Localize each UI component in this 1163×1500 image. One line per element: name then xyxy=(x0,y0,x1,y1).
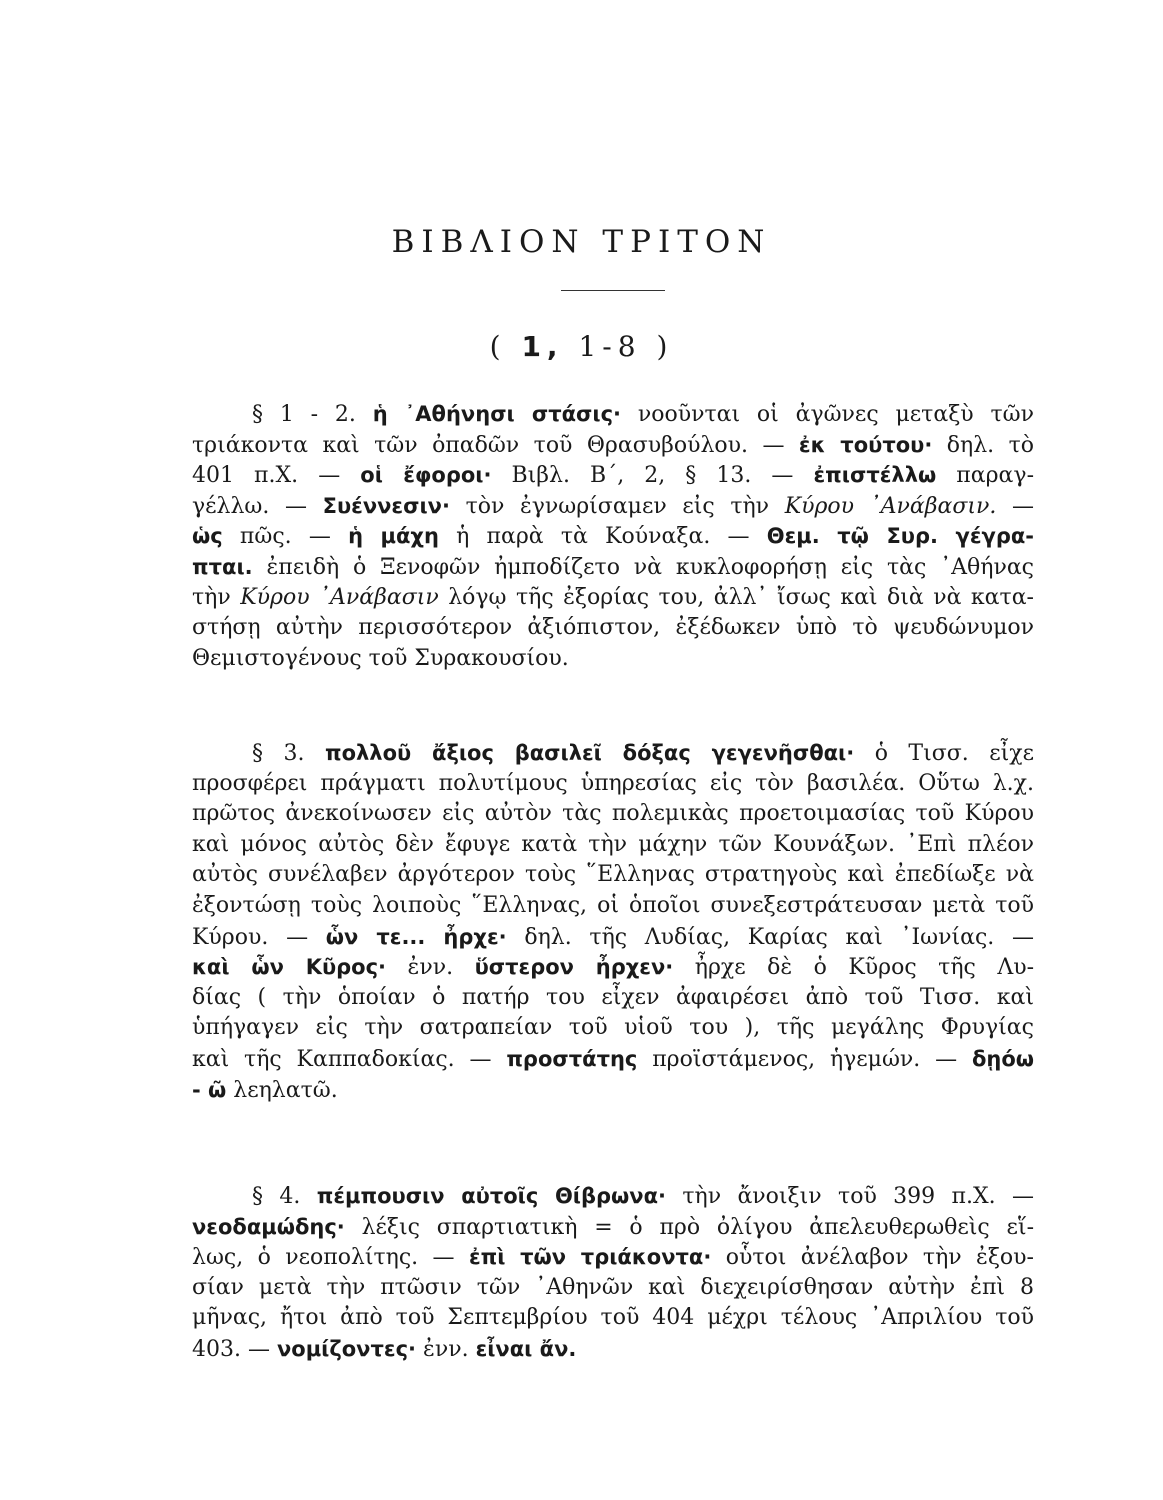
gloss-text: 401 π.Χ. — xyxy=(192,463,361,489)
lemma: ἡ ᾿Αθήνησι στάσις· xyxy=(372,402,622,426)
gloss-text: δηλ. τὸ xyxy=(932,432,1035,458)
paragraph-section-4 xyxy=(192,1181,1034,1365)
gloss-text: νοοῦνται οἱ ἀγῶνες μεταξὺ τῶν xyxy=(621,402,1034,427)
lemma: ὧν τε... ἦρχε· xyxy=(325,924,507,949)
text-line xyxy=(192,952,1034,983)
paragraph-section-1-2 xyxy=(192,399,1034,674)
gloss-text: ἐπειδὴ ὁ Ξενοφῶν ἠμποδίζετο νὰ κυκλοφορήσῃ εἰς τὰς ᾿Αθήνας xyxy=(252,554,1034,580)
text-line xyxy=(192,644,1034,675)
lemma: πέμπουσιν αὐτοῖς Θίβρωνα· xyxy=(316,1184,667,1208)
title-italic: Κύρου ᾿Ανάβασιν xyxy=(240,584,439,610)
lemma: προστάτης xyxy=(506,1046,638,1071)
lemma: καὶ ὧν Κῦρος· xyxy=(192,955,387,980)
gloss-text: ὁ Τισσ. εἶχε xyxy=(854,741,1034,766)
gloss-text: προϊστάμενος, ἡγεμών. — xyxy=(637,1046,972,1072)
lemma: νομίζοντες· xyxy=(276,1336,417,1361)
gloss-text: ἦρχε δὲ ὁ Κῦρος τῆς Λυ- xyxy=(673,955,1035,981)
text-line xyxy=(192,1075,1034,1106)
gloss-text: σίαν μετὰ τὴν πτῶσιν τῶν ᾿Αθηνῶν καὶ διεχειρίσθησαν αὐτὴν ἐπὶ 8 xyxy=(192,1274,1034,1300)
gloss-text: λέξις σπαρτιατικὴ = ὁ πρὸ ὀλίγου ἀπελευθερωθεὶς εἵ- xyxy=(344,1214,1034,1240)
gloss-text: προσφέρει πράγματι πολυτίμους ὑπηρεσίας εἰς τὸν βασιλέα. Οὕτω λ.χ. xyxy=(192,770,1034,796)
text-line xyxy=(192,769,1034,800)
section-marker: § 1 - 2. xyxy=(252,402,356,427)
text-line xyxy=(192,738,1034,769)
text-line xyxy=(192,860,1034,891)
lemma: πται. xyxy=(192,554,253,579)
section-marker: § 3. xyxy=(252,741,305,766)
lemma: ὕστερον ἦρχεν· xyxy=(474,955,674,980)
text-line xyxy=(192,460,1034,491)
title-rule xyxy=(561,290,665,291)
lemma: Συέννεσιν· xyxy=(322,493,450,518)
lemma: ἐπιστέλλω xyxy=(813,463,937,488)
text-line xyxy=(192,583,1034,614)
gloss-text: τριάκοντα καὶ τῶν ὀπαδῶν τοῦ Θρασυβούλου. — xyxy=(192,432,799,458)
gloss-text: μῆνας, ἤτοι ἀπὸ τοῦ Σεπτεμβρίου τοῦ 404 μέχρι τέλους ᾿Απριλίου τοῦ xyxy=(192,1305,1034,1331)
gloss-text: παραγ- xyxy=(936,463,1034,489)
gloss-text: στήσῃ αὐτὴν περισσότερον ἀξιόπιστον, ἐξέδωκεν ὑπὸ τὸ ψευδώνυμον xyxy=(192,615,1034,641)
text-line xyxy=(192,1044,1034,1075)
text-line xyxy=(192,399,1034,430)
text-line xyxy=(192,430,1034,461)
gloss-text: πρῶτος ἀνεκοίνωσεν εἰς αὐτὸν τὰς πολεμικὰς προετοιμασίας τοῦ Κύρου xyxy=(192,801,1034,827)
gloss-text: ὑπήγαγεν εἰς τὴν σατραπείαν τοῦ υἱοῦ του ), τῆς μεγάλης Φρυγίας xyxy=(192,1015,1034,1041)
lemma: ἐπὶ τῶν τριάκοντα· xyxy=(468,1245,712,1270)
gloss-text: καὶ μόνος αὐτὸς δὲν ἔφυγε κατὰ τὴν μάχην τῶν Κουνάξων. ᾿Επὶ πλέον xyxy=(192,831,1034,857)
gloss-text: ἡ παρὰ τὰ Κούναξα. — xyxy=(438,524,767,550)
gloss-text: ἐνν. xyxy=(386,955,475,981)
gloss-text: λως, ὁ νεοπολίτης. — xyxy=(192,1245,469,1271)
range-verses: 1-8 xyxy=(578,330,642,363)
text-line xyxy=(192,1334,1034,1365)
gloss-text: τὴν xyxy=(192,584,241,610)
text-line xyxy=(192,491,1034,522)
lemma: οἱ ἔφοροι· xyxy=(360,463,492,488)
gloss-text: Βιβλ. Β΄, 2, § 13. — xyxy=(491,463,814,489)
range-open: ( xyxy=(489,330,507,363)
gloss-text: τὸν ἐγνωρίσαμεν εἰς τὴν xyxy=(449,493,785,519)
gloss-text: αὐτὸς συνέλαβεν ἀργότερον τοὺς ῞Ελληνας στρατηγοὺς καὶ ἐπεδίωξε νὰ xyxy=(192,862,1034,888)
book-title: ΒΙΒΛΙΟΝ ΤΡΙΤΟΝ xyxy=(391,224,772,260)
lemma: πολλοῦ ἄξιος βασιλεῖ δόξας γεγενῆσθαι· xyxy=(324,741,855,765)
gloss-text: δίας ( τὴν ὁποίαν ὁ πατήρ του εἶχεν ἀφαιρέσει ἀπὸ τοῦ Τισσ. καὶ xyxy=(192,984,1034,1010)
gloss-text: δηλ. τῆς Λυδίας, Καρίας καὶ ᾿Ιωνίας. — xyxy=(506,924,1034,950)
lemma: ἐκ τούτου· xyxy=(798,432,933,457)
gloss-text: 403. — xyxy=(192,1336,277,1362)
lemma: ὡς xyxy=(192,524,223,549)
text-line xyxy=(192,1242,1034,1273)
gloss-text: λόγῳ τῆς ἐξορίας του, ἀλλ᾿ ἴσως καὶ διὰ νὰ κατα- xyxy=(438,584,1034,610)
gloss-text: γέλλω. — xyxy=(192,493,323,519)
gloss-text: καὶ τῆς Καππαδοκίας. — xyxy=(192,1046,507,1072)
text-line xyxy=(192,1273,1034,1304)
gloss-text: λεηλατῶ. xyxy=(226,1077,338,1103)
text-line xyxy=(192,830,1034,861)
text-line xyxy=(192,552,1034,583)
range-close: ) xyxy=(656,330,674,363)
lemma: εἶναι ἄν. xyxy=(475,1336,577,1361)
gloss-text: Κύρου. — xyxy=(192,924,326,950)
chapter-range xyxy=(0,330,1163,363)
text-line xyxy=(192,1212,1034,1243)
gloss-text: τὴν ἄνοιξιν τοῦ 399 π.Χ. — xyxy=(666,1184,1034,1209)
text-line xyxy=(192,891,1034,922)
text-line xyxy=(192,922,1034,953)
lemma: - ῶ xyxy=(192,1077,227,1102)
gloss-text: ἐξοντώσῃ τοὺς λοιποὺς ῞Ελληνας, οἱ ὁποῖοι συνεξεστράτευσαν μετὰ τοῦ xyxy=(192,892,1034,918)
text-line xyxy=(192,521,1034,552)
text-line xyxy=(192,1303,1034,1334)
gloss-text: — xyxy=(996,493,1034,519)
gloss-text: οὗτοι ἀνέλαβον τὴν ἐξου- xyxy=(711,1245,1034,1271)
gloss-text: πῶς. — xyxy=(222,524,349,550)
gloss-text: ἐνν. xyxy=(416,1336,476,1362)
lemma: δῃόω xyxy=(971,1046,1034,1071)
range-chapter: 1, xyxy=(521,330,564,363)
section-marker: § 4. xyxy=(252,1184,301,1209)
gloss-text: Θεμιστογένους τοῦ Συρακουσίου. xyxy=(192,645,569,671)
text-line xyxy=(192,799,1034,830)
lemma: νεοδαμώδης· xyxy=(192,1214,345,1239)
text-line xyxy=(192,1181,1034,1212)
lemma: Θεμ. τῷ Συρ. γέγρα- xyxy=(766,524,1034,549)
title-italic: Κύρου ᾿Ανάβασιν. xyxy=(784,493,997,519)
text-line xyxy=(192,983,1034,1014)
paragraph-section-3 xyxy=(192,738,1034,1105)
lemma: ἡ μάχη xyxy=(348,524,439,549)
text-line xyxy=(192,613,1034,644)
text-line xyxy=(192,1013,1034,1044)
